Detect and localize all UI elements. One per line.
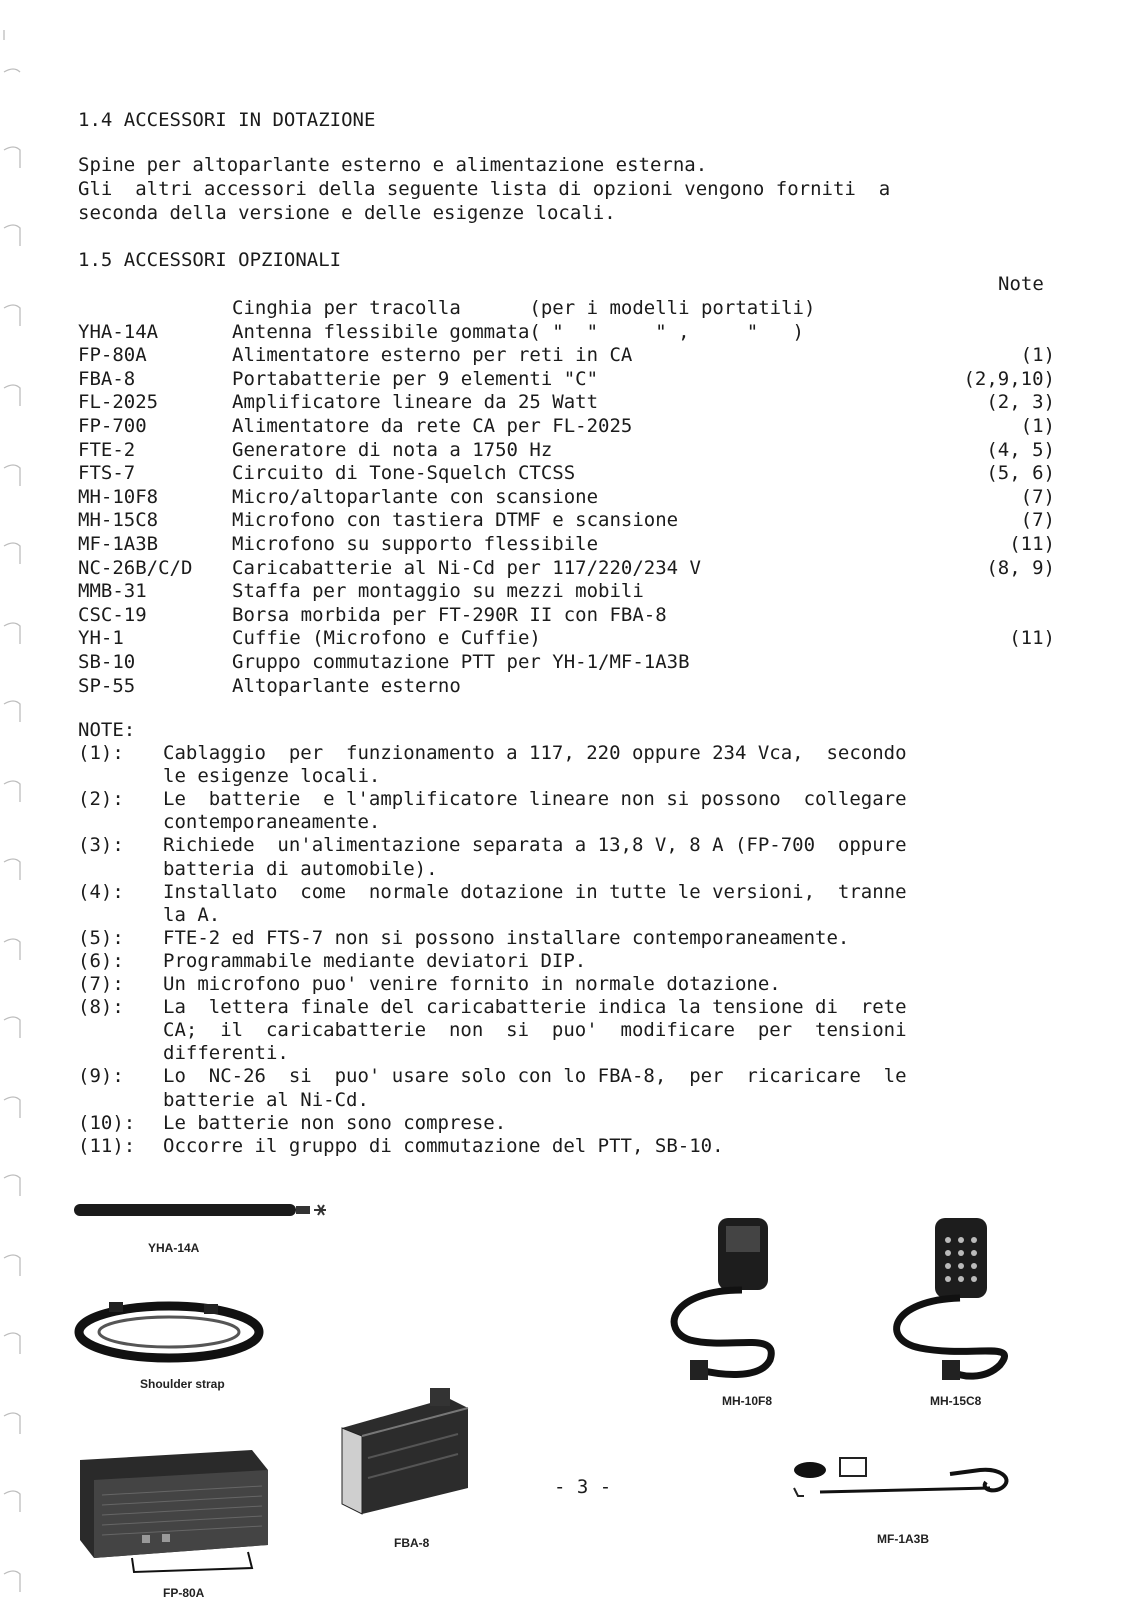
note-text-line: La lettera finale del caricabatterie indica la tensione di rete xyxy=(163,996,907,1019)
note-label: (9): xyxy=(78,1065,124,1088)
binder-margin-marks xyxy=(0,0,24,1600)
fba8-caption: FBA-8 xyxy=(394,1536,430,1550)
note-text-line: Cablaggio per funzionamento a 117, 220 oppure 234 Vca, secondo xyxy=(163,742,907,764)
note-text-line: Occorre il gruppo di commutazione del PTT, SB-10. xyxy=(163,1134,724,1157)
section-1-4-para-line-2: Gli altri accessori della seguente lista di opzioni vengono forniti a xyxy=(78,178,891,200)
shoulder-strap-caption: Shoulder strap xyxy=(140,1377,225,1391)
note-text-line: contemporaneamente. xyxy=(163,811,381,834)
accessory-code: MF-1A3B xyxy=(78,533,159,555)
note-text-line: Lo NC-26 si puo' usare solo con lo FBA-8, per ricaricare le xyxy=(163,1065,907,1088)
accessory-note-ref: (11) xyxy=(1009,533,1055,555)
accessory-note-ref: (11) xyxy=(1009,627,1055,650)
accessory-description: Microfono con tastiera DTMF e scansione xyxy=(232,509,679,532)
accessory-code: FTE-2 xyxy=(78,438,136,461)
accessory-description: Cinghia per tracolla (per i modelli portatili) xyxy=(232,297,816,319)
note-text-line: Le batterie e l'amplificatore lineare non si possono collegare xyxy=(163,788,907,811)
accessory-description: Amplificatore lineare da 25 Watt xyxy=(232,391,599,414)
accessory-note-ref: (1) xyxy=(1020,344,1055,367)
accessory-description: Antenna flessibile gommata( " " " , " ) xyxy=(232,320,804,343)
accessory-code: FP-80A xyxy=(78,344,147,367)
note-text-line: CA; il caricabatterie non si puo' modificare per tensioni xyxy=(163,1019,907,1042)
accessory-code: MMB-31 xyxy=(78,580,147,603)
note-text-line: Le batterie non sono comprese. xyxy=(163,1111,507,1134)
accessory-code: FP-700 xyxy=(78,415,147,437)
note-text-line: Installato come normale dotazione in tutte le versioni, tranne xyxy=(163,880,907,903)
accessory-note-ref: (1) xyxy=(1020,415,1055,437)
mh10f8-caption: MH-10F8 xyxy=(722,1394,773,1408)
accessory-code: SP-55 xyxy=(78,674,136,697)
section-1-4-para-line-1: Spine per altoparlante esterno e alimentazione esterna. xyxy=(78,154,708,176)
note-text-line: batterie al Ni-Cd. xyxy=(163,1088,369,1111)
note-label: (2): xyxy=(78,788,124,811)
accessory-description: Alimentatore esterno per reti in CA xyxy=(232,344,633,367)
accessory-description: Altoparlante esterno xyxy=(232,674,461,697)
note-text-line: la A. xyxy=(163,903,221,926)
section-1-4-para-line-3: seconda della versione e delle esigenze locali. xyxy=(78,202,616,224)
accessory-code: FBA-8 xyxy=(78,367,136,390)
note-text-line: Un microfono puo' venire fornito in normale dotazione. xyxy=(163,973,781,995)
accessory-code: MH-10F8 xyxy=(78,485,159,508)
mh10f8-microphone-image xyxy=(660,1210,800,1390)
mh15c8-caption: MH-15C8 xyxy=(930,1394,982,1408)
mf1a3b-caption: MF-1A3B xyxy=(877,1532,930,1546)
accessory-code: MH-15C8 xyxy=(78,509,159,532)
fp80a-power-supply-image xyxy=(72,1440,272,1580)
note-text-line: le esigenze locali. xyxy=(163,765,381,788)
note-label: (5): xyxy=(78,926,124,949)
accessory-description: Staffa per montaggio su mezzi mobili xyxy=(232,580,644,603)
note-label: (4): xyxy=(78,880,124,903)
note-label: (11): xyxy=(78,1134,136,1157)
note-text-line: batteria di automobile). xyxy=(163,857,438,880)
accessory-description: Gruppo commutazione PTT per YH-1/MF-1A3B xyxy=(232,651,690,673)
note-label: (3): xyxy=(78,834,124,857)
mf1a3b-microphone-image xyxy=(790,1452,1030,1512)
accessory-description: Microfono su supporto flessibile xyxy=(232,533,599,555)
accessory-note-ref: (2, 3) xyxy=(986,391,1055,414)
accessory-code: YH-1 xyxy=(78,627,124,650)
fba8-battery-holder-image xyxy=(338,1388,478,1518)
accessory-description: Caricabatterie al Ni-Cd per 117/220/234 V xyxy=(232,556,701,579)
note-text-line: FTE-2 ed FTS-7 non si possono installare contemporaneamente. xyxy=(163,926,850,949)
accessory-code: SB-10 xyxy=(78,651,136,673)
note-column-header: Note xyxy=(998,273,1044,295)
note-text-line: Richiede un'alimentazione separata a 13,8 V, 8 A (FP-700 oppure xyxy=(163,834,907,857)
note-label: (1): xyxy=(78,742,124,764)
note-text-line: Programmabile mediante deviatori DIP. xyxy=(163,949,587,972)
accessory-code: FL-2025 xyxy=(78,391,159,414)
section-1-4-heading: 1.4 ACCESSORI IN DOTAZIONE xyxy=(78,109,376,131)
note-label: (6): xyxy=(78,949,124,972)
accessory-code: FTS-7 xyxy=(78,462,136,485)
note-label: (7): xyxy=(78,973,124,995)
yha14a-caption: YHA-14A xyxy=(148,1241,200,1255)
accessory-description: Borsa morbida per FT-290R II con FBA-8 xyxy=(232,603,667,626)
accessory-note-ref: (7) xyxy=(1020,509,1055,532)
yha14a-antenna-image xyxy=(74,1198,334,1222)
accessory-description: Portabatterie per 9 elementi "C" xyxy=(232,367,599,390)
accessory-code: YHA-14A xyxy=(78,320,159,343)
fp80a-caption: FP-80A xyxy=(163,1586,205,1600)
accessory-description: Alimentatore da rete CA per FL-2025 xyxy=(232,415,633,437)
accessory-note-ref: (2,9,10) xyxy=(963,367,1055,390)
accessory-description: Cuffie (Microfono e Cuffie) xyxy=(232,627,541,650)
accessory-code: NC-26B/C/D xyxy=(78,556,193,579)
note-label: (10): xyxy=(78,1111,136,1134)
shoulder-strap-image xyxy=(74,1290,274,1372)
accessory-description: Micro/altoparlante con scansione xyxy=(232,485,599,508)
accessory-description: Circuito di Tone-Squelch CTCSS xyxy=(232,462,576,485)
accessory-note-ref: (5, 6) xyxy=(986,462,1055,485)
note-label: (8): xyxy=(78,996,124,1019)
accessory-note-ref: (7) xyxy=(1020,485,1055,508)
mh15c8-microphone-image xyxy=(870,1210,1020,1390)
note-text-line: differenti. xyxy=(163,1042,289,1065)
notes-heading: NOTE: xyxy=(78,719,136,741)
section-1-5-heading: 1.5 ACCESSORI OPZIONALI xyxy=(78,249,342,271)
accessory-note-ref: (4, 5) xyxy=(986,438,1055,461)
accessory-code: CSC-19 xyxy=(78,603,147,626)
accessory-note-ref: (8, 9) xyxy=(986,556,1055,579)
page-number: - 3 - xyxy=(554,1476,612,1498)
accessory-description: Generatore di nota a 1750 Hz xyxy=(232,438,553,461)
